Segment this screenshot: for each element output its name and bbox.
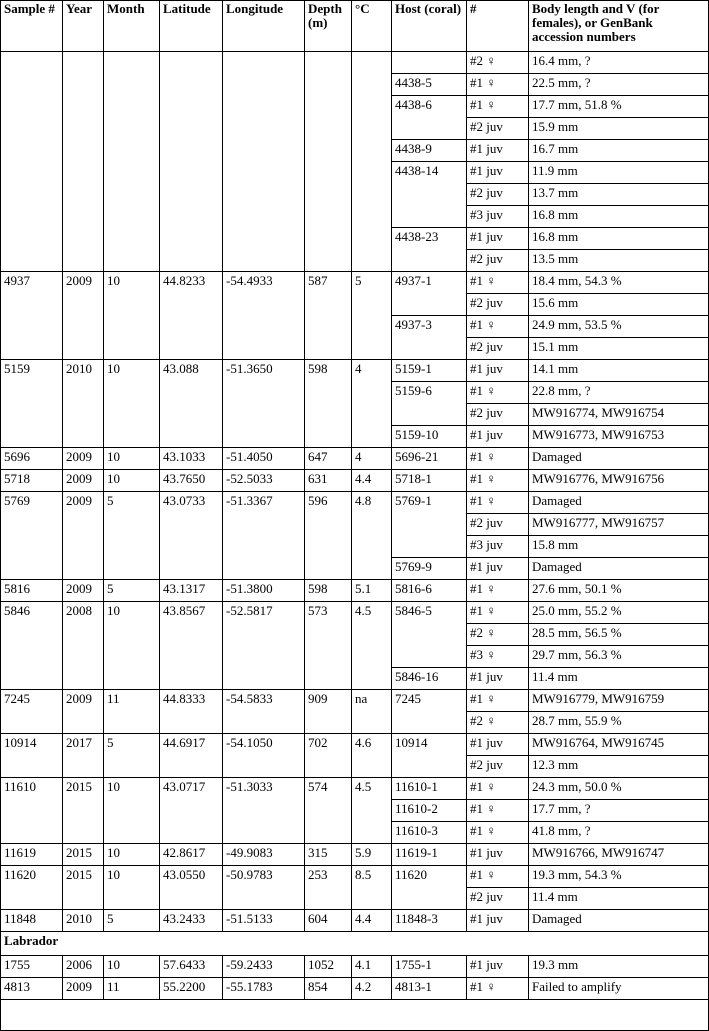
cell-number: #1 juv [467, 668, 529, 690]
cell-body-length: 25.0 mm, 55.2 % [529, 602, 709, 624]
cell-sample: 5769 [1, 492, 63, 580]
cell-depth: 573 [305, 602, 352, 690]
cell-month: 5 [104, 492, 160, 580]
col-header-number: # [467, 1, 529, 52]
cell-longitude [223, 52, 305, 272]
cell-longitude: -50.9783 [223, 866, 305, 910]
cell-year: 2009 [63, 492, 104, 580]
cell-number: #2 ♀ [467, 624, 529, 646]
cell-number: #1 juv [467, 734, 529, 756]
col-header-depth: Depth (m) [305, 1, 352, 52]
cell-number: #1 ♀ [467, 866, 529, 888]
cell-body-length: 16.4 mm, ? [529, 52, 709, 74]
cell-latitude: 43.1033 [160, 448, 223, 470]
cell-body-length: 16.7 mm [529, 140, 709, 162]
cell-host: 4438-6 [392, 96, 467, 140]
col-header-longitude: Longitude [223, 1, 305, 52]
cell-body-length: Damaged [529, 448, 709, 470]
cell-number: #1 ♀ [467, 800, 529, 822]
cell-latitude: 43.1317 [160, 580, 223, 602]
cell-latitude: 43.7650 [160, 470, 223, 492]
cell-number: #2 juv [467, 338, 529, 360]
blank-cell [1, 1000, 709, 1031]
cell-host: 4438-9 [392, 140, 467, 162]
cell-body-length: MW916774, MW916754 [529, 404, 709, 426]
cell-number: #3 juv [467, 536, 529, 558]
cell-number: #1 juv [467, 360, 529, 382]
cell-number: #2 juv [467, 184, 529, 206]
cell-body-length: 12.3 mm [529, 756, 709, 778]
table-row [1, 602, 709, 624]
cell-body-length: 17.7 mm, ? [529, 800, 709, 822]
cell-sample: 11848 [1, 910, 63, 932]
cell-body-length: 19.3 mm, 54.3 % [529, 866, 709, 888]
cell-body-length: MW916773, MW916753 [529, 426, 709, 448]
cell-body-length: 16.8 mm [529, 228, 709, 250]
cell-number: #1 ♀ [467, 272, 529, 294]
cell-temperature: 4.4 [352, 470, 392, 492]
cell-body-length: 11.9 mm [529, 162, 709, 184]
cell-month: 10 [104, 956, 160, 978]
cell-year: 2009 [63, 580, 104, 602]
cell-longitude: -51.4050 [223, 448, 305, 470]
cell-month: 10 [104, 272, 160, 360]
cell-year: 2009 [63, 690, 104, 734]
table-row [1, 360, 709, 382]
cell-body-length: 13.7 mm [529, 184, 709, 206]
cell-number: #2 ♀ [467, 52, 529, 74]
table-row [1, 956, 709, 978]
cell-month: 5 [104, 734, 160, 778]
cell-number: #1 ♀ [467, 316, 529, 338]
table-row [1, 272, 709, 294]
cell-body-length: MW916764, MW916745 [529, 734, 709, 756]
cell-year: 2010 [63, 360, 104, 448]
cell-host: 5159-10 [392, 426, 467, 448]
cell-longitude: -51.5133 [223, 910, 305, 932]
cell-sample: 5846 [1, 602, 63, 690]
cell-number: #1 ♀ [467, 448, 529, 470]
cell-number: #1 ♀ [467, 778, 529, 800]
cell-body-length: Damaged [529, 492, 709, 514]
cell-sample: 10914 [1, 734, 63, 778]
cell-host: 5159-1 [392, 360, 467, 382]
cell-body-length: 24.9 mm, 53.5 % [529, 316, 709, 338]
cell-body-length: 22.8 mm, ? [529, 382, 709, 404]
cell-host: 4937-3 [392, 316, 467, 360]
cell-body-length: MW916776, MW916756 [529, 470, 709, 492]
cell-host: 1755-1 [392, 956, 467, 978]
cell-longitude: -54.5833 [223, 690, 305, 734]
cell-sample: 5718 [1, 470, 63, 492]
cell-temperature: 4.5 [352, 778, 392, 844]
cell-temperature: 4.4 [352, 910, 392, 932]
table-row [1, 978, 709, 1000]
cell-month: 10 [104, 778, 160, 844]
cell-temperature: 4 [352, 360, 392, 448]
cell-number: #3 ♀ [467, 646, 529, 668]
cell-number: #1 juv [467, 162, 529, 184]
cell-host: 5816-6 [392, 580, 467, 602]
cell-host: 5718-1 [392, 470, 467, 492]
cell-depth: 574 [305, 778, 352, 844]
cell-latitude: 43.8567 [160, 602, 223, 690]
cell-depth: 854 [305, 978, 352, 1000]
cell-sample: 5816 [1, 580, 63, 602]
cell-host: 11610-1 [392, 778, 467, 800]
col-header-temperature: °C [352, 1, 392, 52]
cell-depth: 315 [305, 844, 352, 866]
cell-longitude: -59.2433 [223, 956, 305, 978]
cell-number: #2 juv [467, 888, 529, 910]
cell-number: #2 juv [467, 294, 529, 316]
cell-sample: 7245 [1, 690, 63, 734]
cell-body-length: 22.5 mm, ? [529, 74, 709, 96]
cell-depth: 702 [305, 734, 352, 778]
cell-host: 5159-6 [392, 382, 467, 426]
cell-body-length: 11.4 mm [529, 888, 709, 910]
cell-host: 5769-9 [392, 558, 467, 580]
cell-longitude: -51.3033 [223, 778, 305, 844]
cell-sample [1, 52, 63, 272]
cell-host: 5696-21 [392, 448, 467, 470]
cell-host: 11848-3 [392, 910, 467, 932]
cell-sample: 11619 [1, 844, 63, 866]
cell-sample: 1755 [1, 956, 63, 978]
header-row [1, 1, 709, 52]
cell-body-length: Damaged [529, 558, 709, 580]
cell-month: 10 [104, 844, 160, 866]
cell-body-length: 13.5 mm [529, 250, 709, 272]
cell-longitude: -49.9083 [223, 844, 305, 866]
cell-number: #1 juv [467, 558, 529, 580]
cell-month: 11 [104, 978, 160, 1000]
cell-month: 11 [104, 690, 160, 734]
cell-temperature [352, 52, 392, 272]
cell-number: #2 juv [467, 756, 529, 778]
cell-depth: 598 [305, 580, 352, 602]
cell-host: 4937-1 [392, 272, 467, 316]
cell-host: 10914 [392, 734, 467, 778]
table-row [1, 52, 709, 74]
cell-month: 5 [104, 580, 160, 602]
cell-body-length: 14.1 mm [529, 360, 709, 382]
cell-body-length: 27.6 mm, 50.1 % [529, 580, 709, 602]
table-row [1, 470, 709, 492]
cell-number: #2 ♀ [467, 712, 529, 734]
cell-number: #1 juv [467, 140, 529, 162]
cell-temperature: 4.8 [352, 492, 392, 580]
cell-sample: 11610 [1, 778, 63, 844]
cell-year: 2015 [63, 866, 104, 910]
cell-month [104, 52, 160, 272]
cell-body-length: 41.8 mm, ? [529, 822, 709, 844]
cell-host: 5846-5 [392, 602, 467, 668]
cell-year: 2015 [63, 778, 104, 844]
cell-number: #1 ♀ [467, 382, 529, 404]
cell-host: 4438-23 [392, 228, 467, 272]
cell-year: 2009 [63, 978, 104, 1000]
cell-year: 2017 [63, 734, 104, 778]
col-header-month: Month [104, 1, 160, 52]
cell-month: 10 [104, 866, 160, 910]
cell-number: #1 ♀ [467, 602, 529, 624]
table-row [1, 448, 709, 470]
table-row [1, 492, 709, 514]
cell-host: 5769-1 [392, 492, 467, 558]
cell-latitude: 43.0733 [160, 492, 223, 580]
cell-month: 10 [104, 602, 160, 690]
cell-body-length: 18.4 mm, 54.3 % [529, 272, 709, 294]
cell-host: 11610-3 [392, 822, 467, 844]
cell-year: 2009 [63, 272, 104, 360]
cell-sample: 11620 [1, 866, 63, 910]
cell-depth: 647 [305, 448, 352, 470]
cell-month: 10 [104, 470, 160, 492]
cell-body-length: 24.3 mm, 50.0 % [529, 778, 709, 800]
cell-temperature: 4.2 [352, 978, 392, 1000]
cell-number: #1 juv [467, 844, 529, 866]
table-body [1, 52, 709, 1031]
cell-body-length: 28.7 mm, 55.9 % [529, 712, 709, 734]
col-header-body-length: Body length and V (for females), or GenBank accession numbers [529, 1, 709, 52]
table-row [1, 844, 709, 866]
cell-sample: 4813 [1, 978, 63, 1000]
cell-depth: 587 [305, 272, 352, 360]
cell-year: 2006 [63, 956, 104, 978]
cell-year [63, 52, 104, 272]
table-row [1, 580, 709, 602]
cell-depth: 598 [305, 360, 352, 448]
cell-latitude: 42.8617 [160, 844, 223, 866]
table-row [1, 910, 709, 932]
cell-depth: 596 [305, 492, 352, 580]
cell-body-length: Damaged [529, 910, 709, 932]
cell-month: 10 [104, 448, 160, 470]
cell-sample: 5159 [1, 360, 63, 448]
cell-depth [305, 52, 352, 272]
cell-body-length: 16.8 mm [529, 206, 709, 228]
cell-temperature: 4 [352, 448, 392, 470]
cell-body-length: Failed to amplify [529, 978, 709, 1000]
cell-latitude [160, 52, 223, 272]
cell-number: #2 juv [467, 250, 529, 272]
section-row [1, 932, 709, 956]
cell-body-length: 15.9 mm [529, 118, 709, 140]
cell-temperature: 5.9 [352, 844, 392, 866]
cell-temperature: 5.1 [352, 580, 392, 602]
cell-number: #2 juv [467, 514, 529, 536]
cell-longitude: -51.3800 [223, 580, 305, 602]
cell-sample: 4937 [1, 272, 63, 360]
cell-depth: 253 [305, 866, 352, 910]
cell-latitude: 43.0717 [160, 778, 223, 844]
cell-number: #1 ♀ [467, 580, 529, 602]
cell-host [392, 52, 467, 74]
cell-body-length: 15.1 mm [529, 338, 709, 360]
cell-number: #1 ♀ [467, 96, 529, 118]
cell-host: 11620 [392, 866, 467, 910]
cell-year: 2009 [63, 448, 104, 470]
cell-depth: 631 [305, 470, 352, 492]
cell-year: 2010 [63, 910, 104, 932]
cell-body-length: MW916766, MW916747 [529, 844, 709, 866]
cell-depth: 604 [305, 910, 352, 932]
cell-number: #1 ♀ [467, 492, 529, 514]
cell-temperature: 4.5 [352, 602, 392, 690]
cell-host: 7245 [392, 690, 467, 734]
cell-host: 11610-2 [392, 800, 467, 822]
cell-latitude: 44.8333 [160, 690, 223, 734]
cell-number: #1 juv [467, 956, 529, 978]
table-row [1, 866, 709, 888]
cell-body-length: 19.3 mm [529, 956, 709, 978]
cell-body-length: 29.7 mm, 56.3 % [529, 646, 709, 668]
cell-year: 2015 [63, 844, 104, 866]
cell-host: 4438-14 [392, 162, 467, 228]
cell-latitude: 44.6917 [160, 734, 223, 778]
cell-temperature: na [352, 690, 392, 734]
cell-year: 2009 [63, 470, 104, 492]
cell-number: #2 juv [467, 404, 529, 426]
col-header-year: Year [63, 1, 104, 52]
cell-latitude: 43.2433 [160, 910, 223, 932]
cell-latitude: 55.2200 [160, 978, 223, 1000]
cell-number: #1 juv [467, 426, 529, 448]
blank-row [1, 1000, 709, 1031]
table-row [1, 690, 709, 712]
cell-longitude: -52.5033 [223, 470, 305, 492]
cell-host: 5846-16 [392, 668, 467, 690]
cell-number: #1 ♀ [467, 690, 529, 712]
cell-number: #1 juv [467, 910, 529, 932]
cell-longitude: -52.5817 [223, 602, 305, 690]
cell-latitude: 43.088 [160, 360, 223, 448]
cell-latitude: 57.6433 [160, 956, 223, 978]
cell-number: #1 juv [467, 228, 529, 250]
cell-longitude: -54.1050 [223, 734, 305, 778]
cell-body-length: 17.7 mm, 51.8 % [529, 96, 709, 118]
cell-longitude: -51.3367 [223, 492, 305, 580]
cell-longitude: -51.3650 [223, 360, 305, 448]
cell-body-length: 28.5 mm, 56.5 % [529, 624, 709, 646]
cell-body-length: MW916777, MW916757 [529, 514, 709, 536]
cell-temperature: 8.5 [352, 866, 392, 910]
table-row [1, 734, 709, 756]
cell-depth: 1052 [305, 956, 352, 978]
cell-temperature: 4.1 [352, 956, 392, 978]
section-label: Labrador [1, 932, 709, 956]
cell-number: #2 juv [467, 118, 529, 140]
col-header-host: Host (coral) [392, 1, 467, 52]
cell-year: 2008 [63, 602, 104, 690]
cell-host: 11619-1 [392, 844, 467, 866]
cell-number: #1 ♀ [467, 470, 529, 492]
cell-month: 10 [104, 360, 160, 448]
col-header-sample: Sample # [1, 1, 63, 52]
cell-number: #1 ♀ [467, 822, 529, 844]
cell-number: #1 ♀ [467, 74, 529, 96]
cell-number: #1 ♀ [467, 978, 529, 1000]
cell-host: 4813-1 [392, 978, 467, 1000]
cell-longitude: -55.1783 [223, 978, 305, 1000]
cell-temperature: 4.6 [352, 734, 392, 778]
cell-sample: 5696 [1, 448, 63, 470]
cell-body-length: 15.6 mm [529, 294, 709, 316]
cell-temperature: 5 [352, 272, 392, 360]
cell-depth: 909 [305, 690, 352, 734]
cell-number: #3 juv [467, 206, 529, 228]
cell-body-length: MW916779, MW916759 [529, 690, 709, 712]
cell-longitude: -54.4933 [223, 272, 305, 360]
cell-latitude: 44.8233 [160, 272, 223, 360]
col-header-latitude: Latitude [160, 1, 223, 52]
cell-body-length: 15.8 mm [529, 536, 709, 558]
cell-month: 5 [104, 910, 160, 932]
cell-host: 4438-5 [392, 74, 467, 96]
cell-latitude: 43.0550 [160, 866, 223, 910]
cell-body-length: 11.4 mm [529, 668, 709, 690]
table-row [1, 778, 709, 800]
